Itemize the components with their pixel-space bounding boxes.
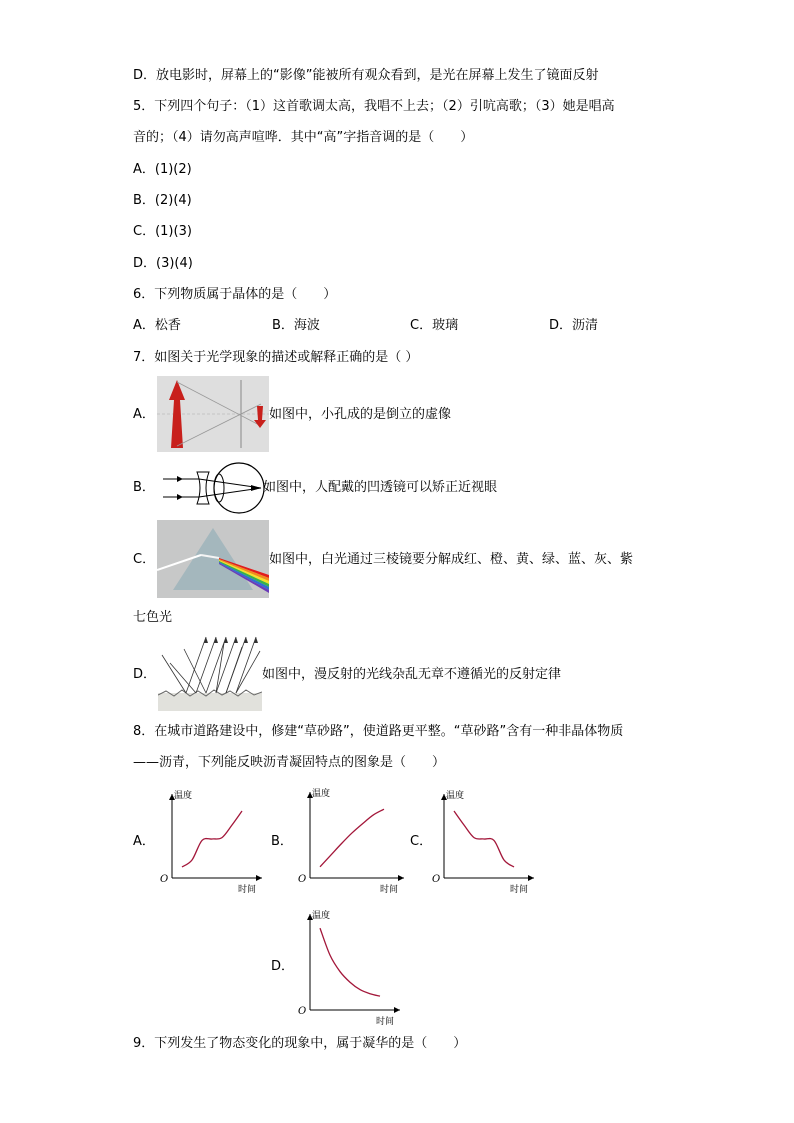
q8-stem-line2: ——沥青，下列能反映沥青凝固特点的图象是（ ）	[133, 755, 446, 770]
q6-option-b: B．海波	[272, 318, 320, 333]
q7-option-c-letter: C．	[133, 552, 156, 567]
q9-stem: 9．下列发生了物态变化的现象中，属于凝华的是（ ）	[133, 1036, 467, 1051]
q5-stem-line1: 5．下列四个句子：（1）这首歌调太高，我唱不上去；（2）引吭高歌；（3）她是唱高	[133, 99, 615, 114]
q8-option-d-letter: D．	[271, 959, 295, 974]
temperature-curve	[320, 928, 380, 996]
eye-lens-figure	[157, 457, 265, 519]
x-axis-arrow	[256, 875, 262, 881]
q6-option-a: A．松香	[133, 318, 181, 333]
temperature-curve	[320, 809, 384, 867]
origin-label: O	[298, 874, 307, 885]
q7-stem: 7．如图关于光学现象的描述或解释正确的是（ ）	[133, 350, 419, 365]
q7-option-a-letter: A．	[133, 407, 155, 422]
q7-option-d-letter: D．	[133, 667, 157, 682]
x-axis-label: 时间	[380, 885, 399, 895]
q5-stem-line2: 音的；（4）请勿高声喧哗．其中“高”字指音调的是（ ）	[133, 130, 474, 145]
x-axis-label: 时间	[376, 1017, 395, 1027]
pinhole-figure	[157, 376, 269, 452]
q5-option-c: C．(1)(3)	[133, 224, 192, 239]
origin-label: O	[432, 874, 441, 885]
y-axis-label: 温度	[312, 789, 331, 799]
q5-option-d: D．(3)(4)	[133, 256, 193, 271]
q8-option-c-letter: C．	[410, 834, 433, 849]
q4-option-d: D．放电影时，屏幕上的“影像”能被所有观众看到，是光在屏幕上发生了镜面反射	[133, 68, 599, 83]
temperature-curve	[182, 811, 242, 867]
x-axis-arrow	[528, 875, 534, 881]
q7-option-c-text-cont: 七色光	[133, 610, 173, 625]
diffuse-reflection-figure	[158, 633, 262, 711]
y-axis-label: 温度	[174, 791, 193, 801]
x-axis-label: 时间	[510, 885, 529, 895]
q6-option-d: D．沥清	[549, 318, 599, 333]
q7-option-c-text: 如图中，白光通过三棱镜要分解成红、橙、黄、绿、蓝、灰、紫	[269, 552, 634, 567]
q5-option-b: B．(2)(4)	[133, 193, 192, 208]
q8-stem-line1: 8．在城市道路建设中，修建“草砂路”，使道路更平整。“草砂路”含有一种非晶体物质	[133, 724, 624, 739]
x-axis-label: 时间	[238, 885, 257, 895]
q7-option-a-text: 如图中，小孔成的是倒立的虚像	[269, 407, 452, 422]
origin-label: O	[298, 1006, 307, 1017]
x-axis-arrow	[394, 1007, 400, 1013]
prism-figure	[157, 520, 269, 598]
graph-c	[430, 786, 538, 896]
graph-d	[296, 906, 404, 1028]
q6-stem: 6．下列物质属于晶体的是（ ）	[133, 287, 337, 302]
x-axis-arrow	[398, 875, 404, 881]
q8-option-a-letter: A．	[133, 834, 155, 849]
y-axis-label: 温度	[312, 911, 331, 921]
q5-option-a: A．(1)(2)	[133, 162, 192, 177]
q8-option-b-letter: B．	[271, 834, 293, 849]
temperature-curve	[454, 811, 514, 867]
q7-option-b-text: 如图中，人配戴的凹透镜可以矫正近视眼	[263, 480, 498, 495]
y-axis-label: 温度	[446, 791, 465, 801]
origin-label: O	[160, 874, 169, 885]
graph-b	[296, 784, 408, 896]
q7-option-d-text: 如图中，漫反射的光线杂乱无章不遵循光的反射定律	[262, 667, 562, 682]
q7-option-b-letter: B．	[133, 480, 155, 495]
graph-a	[158, 786, 266, 896]
q6-option-c: C．玻璃	[410, 318, 459, 333]
